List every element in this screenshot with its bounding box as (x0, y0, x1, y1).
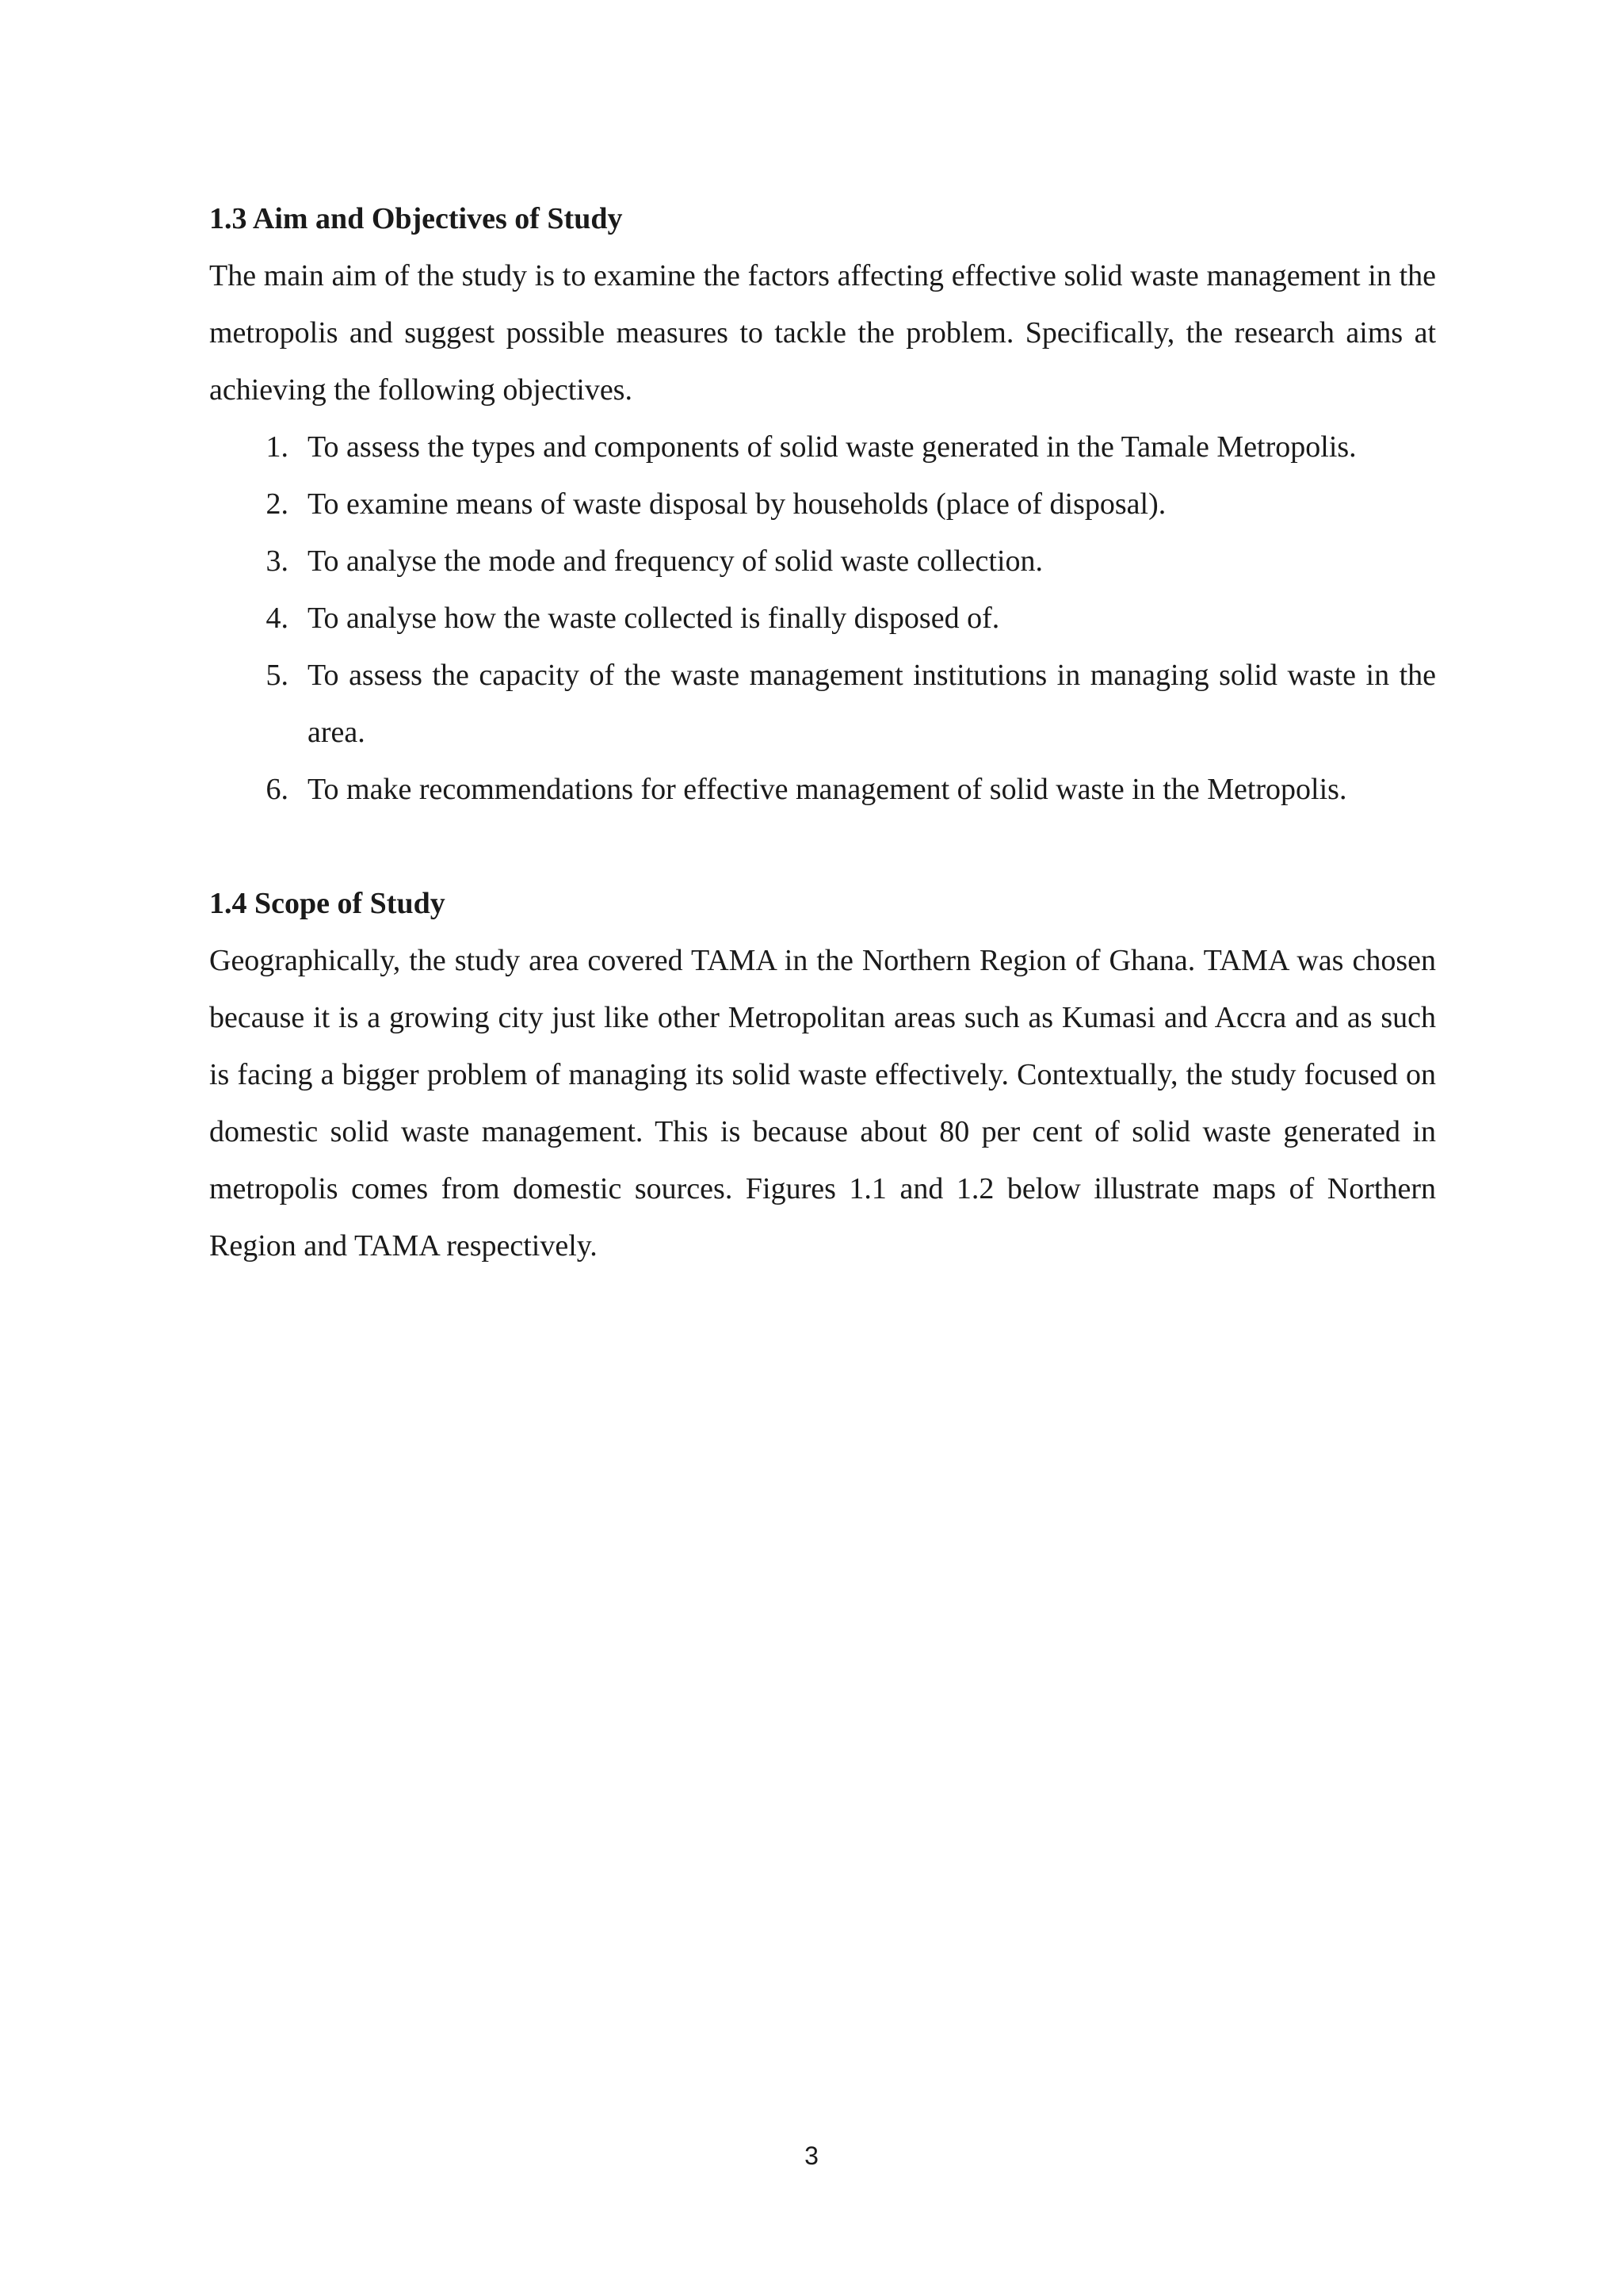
list-item-number: 4. (265, 602, 288, 635)
section-spacer (209, 818, 1436, 875)
list-item-text: To examine means of waste disposal by households (place of disposal). (307, 487, 1167, 521)
page-number: 3 (804, 2141, 819, 2170)
list-item-number: 6. (265, 773, 288, 806)
section-heading-scope: 1.4 Scope of Study (209, 887, 445, 920)
list-item-number: 3. (265, 544, 288, 578)
list-item-text: To assess the capacity of the waste management institutions in managing solid waste in the area. (307, 659, 1436, 749)
list-item (209, 476, 1436, 533)
list-item-text: To make recommendations for effective management of solid waste in the Metropolis. (307, 773, 1347, 806)
list-item (209, 533, 1436, 590)
list-item (209, 590, 1436, 647)
objectives-list (209, 418, 1436, 818)
list-item (209, 418, 1436, 476)
document-page (209, 190, 1436, 1274)
list-item-number: 1. (265, 430, 288, 464)
list-item-text: To analyse how the waste collected is finally disposed of. (307, 602, 1000, 635)
aim-paragraph: The main aim of the study is to examine the factors affecting effective solid waste management in the metropolis and suggest possible measures to tackle the problem. Specifically, the research aims at achieving the following objectives. (209, 259, 1436, 407)
list-item (209, 761, 1436, 818)
list-item-number: 5. (265, 659, 288, 692)
scope-paragraph: Geographically, the study area covered TAMA in the Northern Region of Ghana. TAMA was chosen because it is a growing city just like other Metropolitan areas such as Kumasi and Accra and as such is facing a bigger problem of managing its solid waste effectively. Contextually, the study focused on domestic solid waste management. This is because about 80 per cent of solid waste generated in metropolis comes from domestic sources. Figures 1.1 and 1.2 below illustrate maps of Northern Region and TAMA respectively. (209, 944, 1436, 1263)
list-item-text: To assess the types and components of solid waste generated in the Tamale Metropolis. (307, 430, 1357, 464)
list-item (209, 647, 1436, 761)
list-item-number: 2. (265, 487, 288, 521)
list-item-text: To analyse the mode and frequency of solid waste collection. (307, 544, 1044, 578)
section-heading-aim-objectives: 1.3 Aim and Objectives of Study (209, 202, 623, 235)
